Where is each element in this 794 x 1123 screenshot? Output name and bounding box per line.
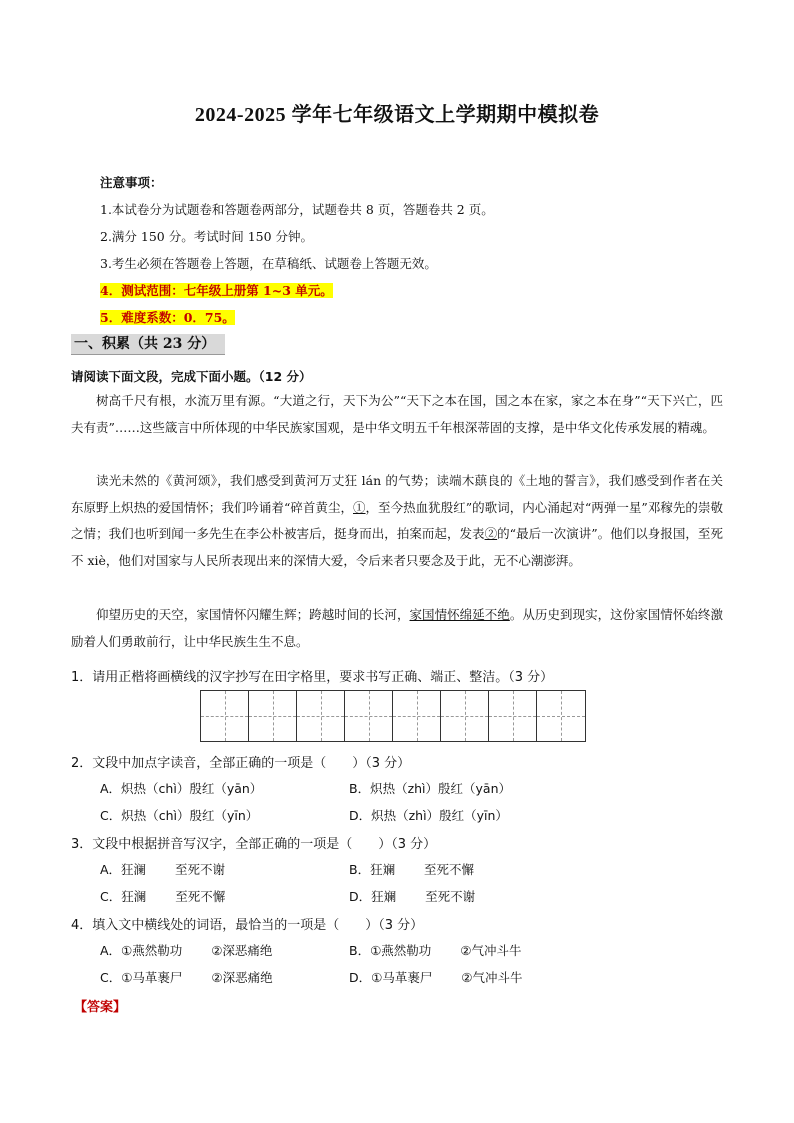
grid-cell[interactable] bbox=[297, 691, 345, 741]
page-title: 2024-2025 学年七年级语文上学期期中模拟卷 bbox=[194, 104, 600, 126]
q4-option-d[interactable]: D．①马革裹尸 ②气冲斗牛 bbox=[349, 970, 523, 985]
q4-option-c[interactable]: C．①马革裹尸 ②深恶痛绝 bbox=[100, 970, 273, 985]
q2-option-c[interactable]: C．炽热（chì）殷红（yīn） bbox=[100, 808, 259, 823]
q2-option-a[interactable]: A．炽热（chì）殷红（yān） bbox=[100, 781, 263, 796]
grid-cell[interactable] bbox=[393, 691, 441, 741]
blank-1-marker: ① bbox=[353, 499, 366, 515]
q2-option-d[interactable]: D．炽热（zhì）殷红（yīn） bbox=[349, 808, 508, 823]
notice-item-5-difficulty: 5．难度系数：0．75。 bbox=[100, 310, 235, 325]
tianzige-grid[interactable] bbox=[200, 690, 586, 742]
question-2: 2．文段中加点字读音，全部正确的一项是（ ）（3 分） bbox=[71, 756, 411, 771]
grid-cell[interactable] bbox=[441, 691, 489, 741]
reading-paragraph-1: 树高千尺有根，水流万里有源。“大道之行，天下为公”“天下之本在国，国之本在家，家之本在身”“天下兴亡，匹夫有责”……这些箴言中所体现的中华民族家国观，是中华文明五千年根深蒂固的支撑，是中华文化传承发展的精魂。 bbox=[71, 393, 723, 435]
q3-option-a[interactable]: A．狂澜 至死不谢 bbox=[100, 862, 226, 877]
notice-item-2: 2.满分 150 分。考试时间 150 分钟。 bbox=[100, 229, 314, 244]
q3-option-b[interactable]: B．狂斓 至死不懈 bbox=[349, 862, 475, 877]
notice-heading: 注意事项： bbox=[100, 175, 163, 190]
underlined-phrase: 家国情怀绵延不绝 bbox=[409, 607, 510, 622]
q4-option-b[interactable]: B．①燕然勒功 ②气冲斗牛 bbox=[349, 943, 522, 958]
blank-2-marker: ② bbox=[484, 526, 498, 541]
reading-paragraph-2: 读光未然的《黄河颂》，我们感受到黄河万丈狂 lán 的气势；读端木蕻良的《土地的誓言》，我们感受到作者在关东原野上炽热的爱国情怀；我们吟诵着“碎首黄尘，①，至今热血犹殷红”的歌词，内心涌起对“两弹一星”邓稼先的崇敬之情；我们也听到闻一多先生在李公朴被害后，挺身而出，拍案而起，发表②的“最后一次演讲”。他们以身报国，至死不 xiè，他们对国家与人民所表现出来的深情大爱，令后来者只要念及于此，无不心潮澎湃。 bbox=[71, 473, 723, 568]
grid-cell[interactable] bbox=[489, 691, 537, 741]
reading-instruction: 请阅读下面文段，完成下面小题。（12 分） bbox=[71, 369, 312, 384]
q3-option-c[interactable]: C．狂澜 至死不懈 bbox=[100, 889, 226, 904]
question-4: 4．填入文中横线处的词语，最恰当的一项是（ ）（3 分） bbox=[71, 918, 424, 933]
q4-option-a[interactable]: A．①燕然勒功 ②深恶痛绝 bbox=[100, 943, 273, 958]
grid-cell[interactable] bbox=[345, 691, 393, 741]
notice-item-1: 1.本试卷分为试题卷和答题卷两部分，试题卷共 8 页，答题卷共 2 页。 bbox=[100, 202, 494, 217]
q3-option-d[interactable]: D．狂斓 至死不谢 bbox=[349, 889, 476, 904]
notice-item-3: 3.考生必须在答题卷上答题，在草稿纸、试题卷上答题无效。 bbox=[100, 256, 437, 271]
reading-paragraph-3: 仰望历史的天空，家国情怀闪耀生辉；跨越时间的长河，家国情怀绵延不绝。从历史到现实，这份家国情怀始终激励着人们勇敢前行，让中华民族生生不息。 bbox=[71, 607, 723, 649]
grid-cell[interactable] bbox=[249, 691, 297, 741]
grid-cell[interactable] bbox=[537, 691, 585, 741]
question-3: 3．文段中根据拼音写汉字，全部正确的一项是（ ）（3 分） bbox=[71, 837, 437, 852]
notice-item-4-scope: 4．测试范围：七年级上册第 1~3 单元。 bbox=[100, 283, 333, 298]
grid-cell[interactable] bbox=[201, 691, 249, 741]
answer-label: 【答案】 bbox=[74, 1000, 127, 1015]
q2-option-b[interactable]: B．炽热（zhì）殷红（yān） bbox=[349, 781, 512, 796]
question-1: 1．请用正楷将画横线的汉字抄写在田字格里，要求书写正确、端正、整洁。（3 分） bbox=[71, 670, 554, 685]
section-heading-accumulation: 一、积累（共 23 分） bbox=[71, 334, 225, 355]
